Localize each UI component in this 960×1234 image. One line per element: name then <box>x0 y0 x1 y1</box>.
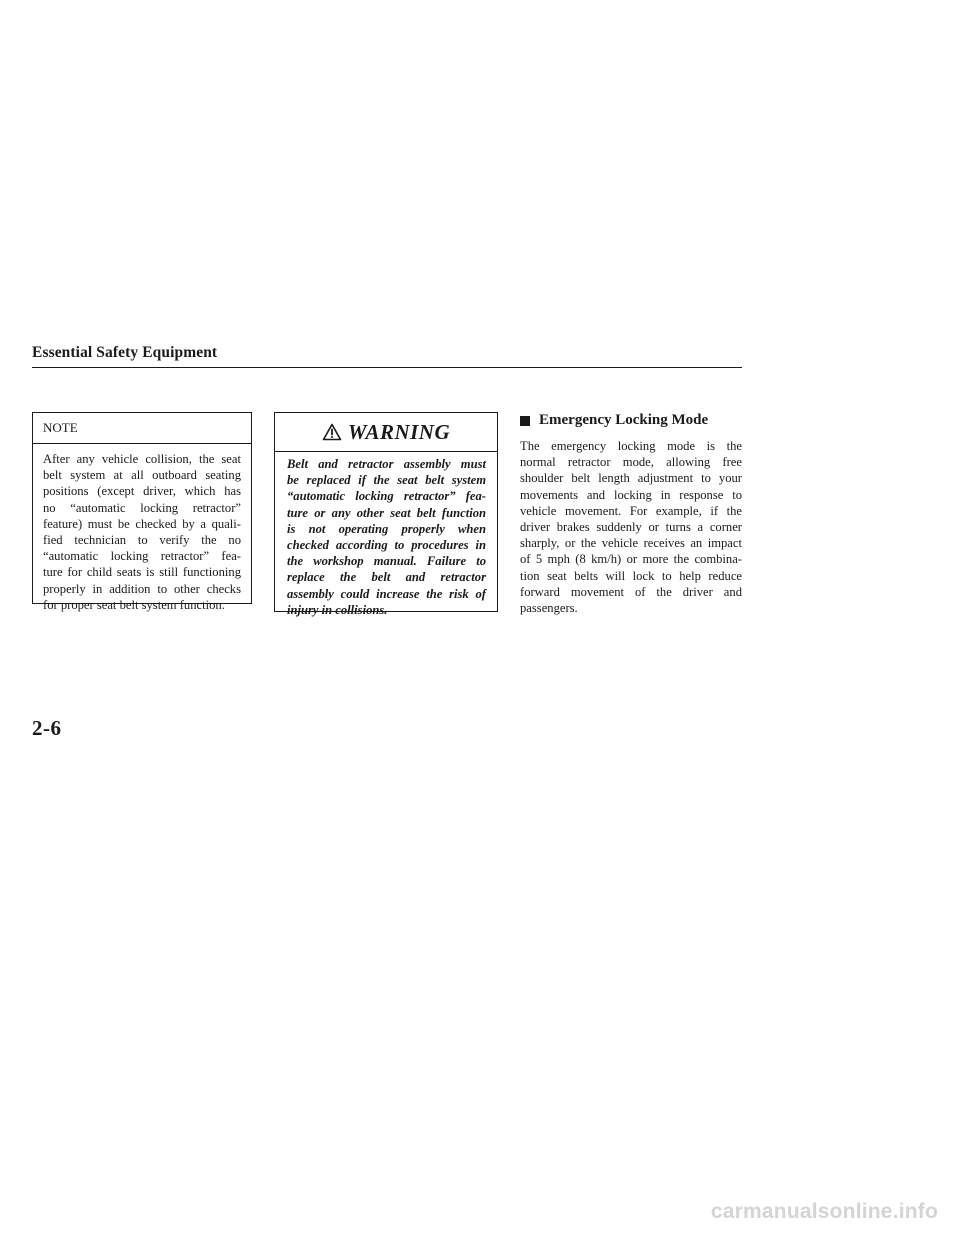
note-line: feature) must be checked by a quali- <box>43 516 241 531</box>
note-body <box>43 451 241 613</box>
emergency-heading: Emergency Locking Mode <box>539 412 709 428</box>
emergency-line: vehicle movement. For example, if the <box>520 503 742 518</box>
note-line: no “automatic locking retractor” <box>43 500 241 515</box>
warning-triangle-icon <box>322 422 342 447</box>
emergency-locking-section <box>520 412 742 616</box>
note-divider <box>33 443 251 444</box>
emergency-heading-row <box>520 412 742 429</box>
header-divider <box>32 367 742 368</box>
warning-body <box>287 456 486 618</box>
emergency-line: passengers. <box>520 601 578 616</box>
section-title: Essential Safety Equipment <box>32 344 218 361</box>
emergency-line: tion seat belts will lock to help reduce <box>520 568 742 583</box>
emergency-line: normal retractor mode, allowing free <box>520 455 742 470</box>
warning-line: the workshop manual. Failure to <box>287 554 486 569</box>
warning-line: assembly could increase the risk of <box>287 586 486 601</box>
warning-line: injury in collisions. <box>287 602 388 617</box>
warning-line: be replaced if the seat belt system <box>287 473 486 488</box>
emergency-line: driver brakes suddenly or turns a corner <box>520 520 742 535</box>
square-bullet-icon <box>520 416 530 426</box>
note-box <box>32 412 252 612</box>
warning-line: ture or any other seat belt function <box>287 505 486 520</box>
warning-title: WARNING <box>347 420 451 444</box>
note-line: positions (except driver, which has <box>43 484 241 499</box>
emergency-line: of 5 mph (8 km/h) or more the combina- <box>520 552 742 567</box>
emergency-body <box>520 438 742 616</box>
note-line: After any vehicle collision, the seat <box>43 452 241 466</box>
warning-line: Belt and retractor assembly must <box>287 457 486 471</box>
page-number: 2-6 <box>32 716 62 740</box>
emergency-line: The emergency locking mode is the <box>520 439 742 453</box>
warning-header <box>275 420 497 447</box>
warning-line: “automatic locking retractor” fea- <box>287 489 486 504</box>
note-title: NOTE <box>43 420 78 435</box>
watermark: carmanualsonline.info <box>710 1200 938 1223</box>
warning-line: replace the belt and retractor <box>287 570 486 585</box>
warning-line: is not operating properly when <box>287 521 486 536</box>
warning-line: checked according to procedures in <box>287 538 486 553</box>
note-line: properly in addition to other checks <box>43 581 241 596</box>
emergency-line: movements and locking in response to <box>520 487 742 502</box>
emergency-line: shoulder belt length adjustment to your <box>520 471 742 486</box>
note-line: “automatic locking retractor” fea- <box>43 549 241 564</box>
warning-box <box>274 412 498 617</box>
note-line: belt system at all outboard seating <box>43 468 241 483</box>
note-line: fied technician to verify the no <box>43 533 241 548</box>
emergency-line: forward movement of the driver and <box>520 584 742 599</box>
note-line: for proper seat belt system function. <box>43 597 225 612</box>
emergency-line: sharply, or the vehicle receives an impact <box>520 536 742 551</box>
warning-divider <box>275 451 497 452</box>
note-line: ture for child seats is still functioning <box>43 565 241 580</box>
